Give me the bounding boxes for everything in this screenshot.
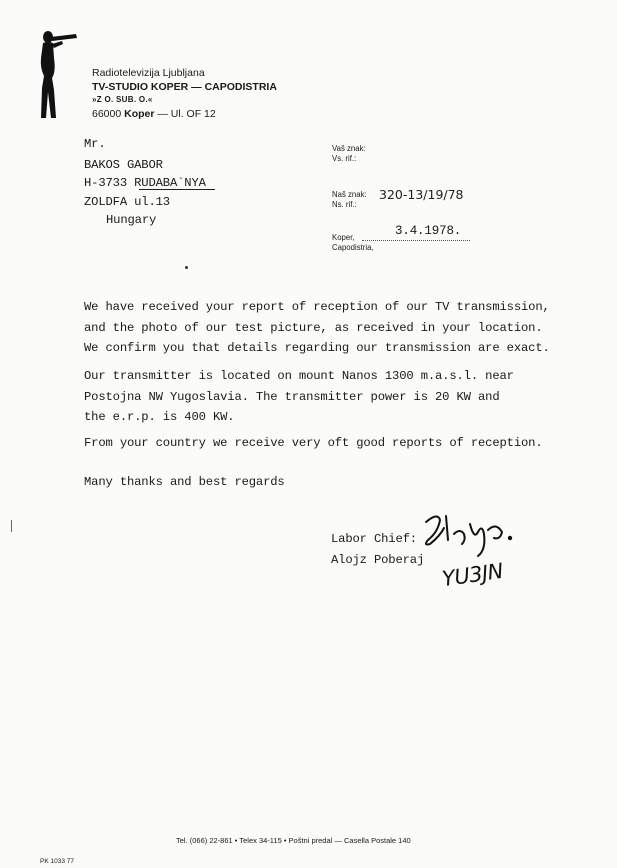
footer-contact: Tel. (066) 22-861 • Telex 34-115 • Poštni predal — Casella Postale 140: [176, 836, 411, 845]
margin-mark: [11, 520, 12, 532]
recipient-address-1: H-3733 RUDABA`NYA: [84, 176, 206, 190]
reference-number: 320-13/19/78: [379, 187, 464, 202]
vs-rif-label: Vs. rif.:: [332, 154, 357, 163]
signature-name: Alojz Poberaj: [331, 553, 425, 567]
paragraph-3: From your country we receive very oft good reports of reception.: [84, 436, 543, 450]
letter-date: 3.4.1978.: [395, 224, 462, 238]
signature-title: Labor Chief:: [331, 532, 417, 546]
koper-label: Koper,: [332, 233, 355, 242]
ns-rif-label: Ns. rif.:: [332, 200, 357, 209]
zosubo-label: »Z O. SUB. O.«: [92, 95, 153, 104]
paragraph-2-line: the e.r.p. is 400 KW.: [84, 410, 235, 424]
footer-form-number: PK 1033 77: [40, 858, 74, 865]
recipient-salutation: Mr.: [84, 137, 106, 151]
vas-znak-label: Vaš znak:: [332, 144, 366, 153]
paragraph-2-line: Postojna NW Yugoslavia. The transmitter power is 20 KW and: [84, 389, 500, 404]
recipient-name: BAKOS GABOR: [84, 158, 163, 172]
org-name: Radiotelevizija Ljubljana: [92, 67, 205, 79]
paragraph-2: [84, 366, 514, 428]
street: — Ul. OF 12: [157, 108, 216, 120]
postcode: 66000: [92, 108, 122, 120]
handwritten-signature: [418, 510, 528, 560]
studio-name: TV-STUDIO KOPER — CAPODISTRIA: [92, 81, 277, 93]
city: Koper: [124, 108, 155, 120]
recipient-address-2: ZOLDFA ul.13: [84, 195, 170, 209]
paragraph-1-line: We have received your report of reception of our TV transmission,: [84, 300, 550, 314]
paragraph-1-line: and the photo of our test picture, as received in your location.: [84, 320, 543, 335]
logo-figure: [36, 28, 80, 124]
scan-speck: [185, 266, 188, 269]
date-dotline: [362, 240, 470, 241]
callsign: YU3JN: [440, 558, 505, 592]
nas-znak-label: Naš znak:: [332, 190, 367, 199]
recipient-underline: [139, 189, 215, 190]
recipient-country: Hungary: [106, 213, 157, 227]
capodistria-label: Capodistria,: [332, 243, 374, 252]
paragraph-4: Many thanks and best regards: [84, 475, 285, 489]
paragraph-1: [84, 297, 550, 359]
paragraph-1-line: We confirm you that details regarding our transmission are exact.: [84, 341, 550, 355]
address-line: [92, 108, 216, 120]
paragraph-2-line: Our transmitter is located on mount Nanos 1300 m.a.s.l. near: [84, 369, 514, 383]
